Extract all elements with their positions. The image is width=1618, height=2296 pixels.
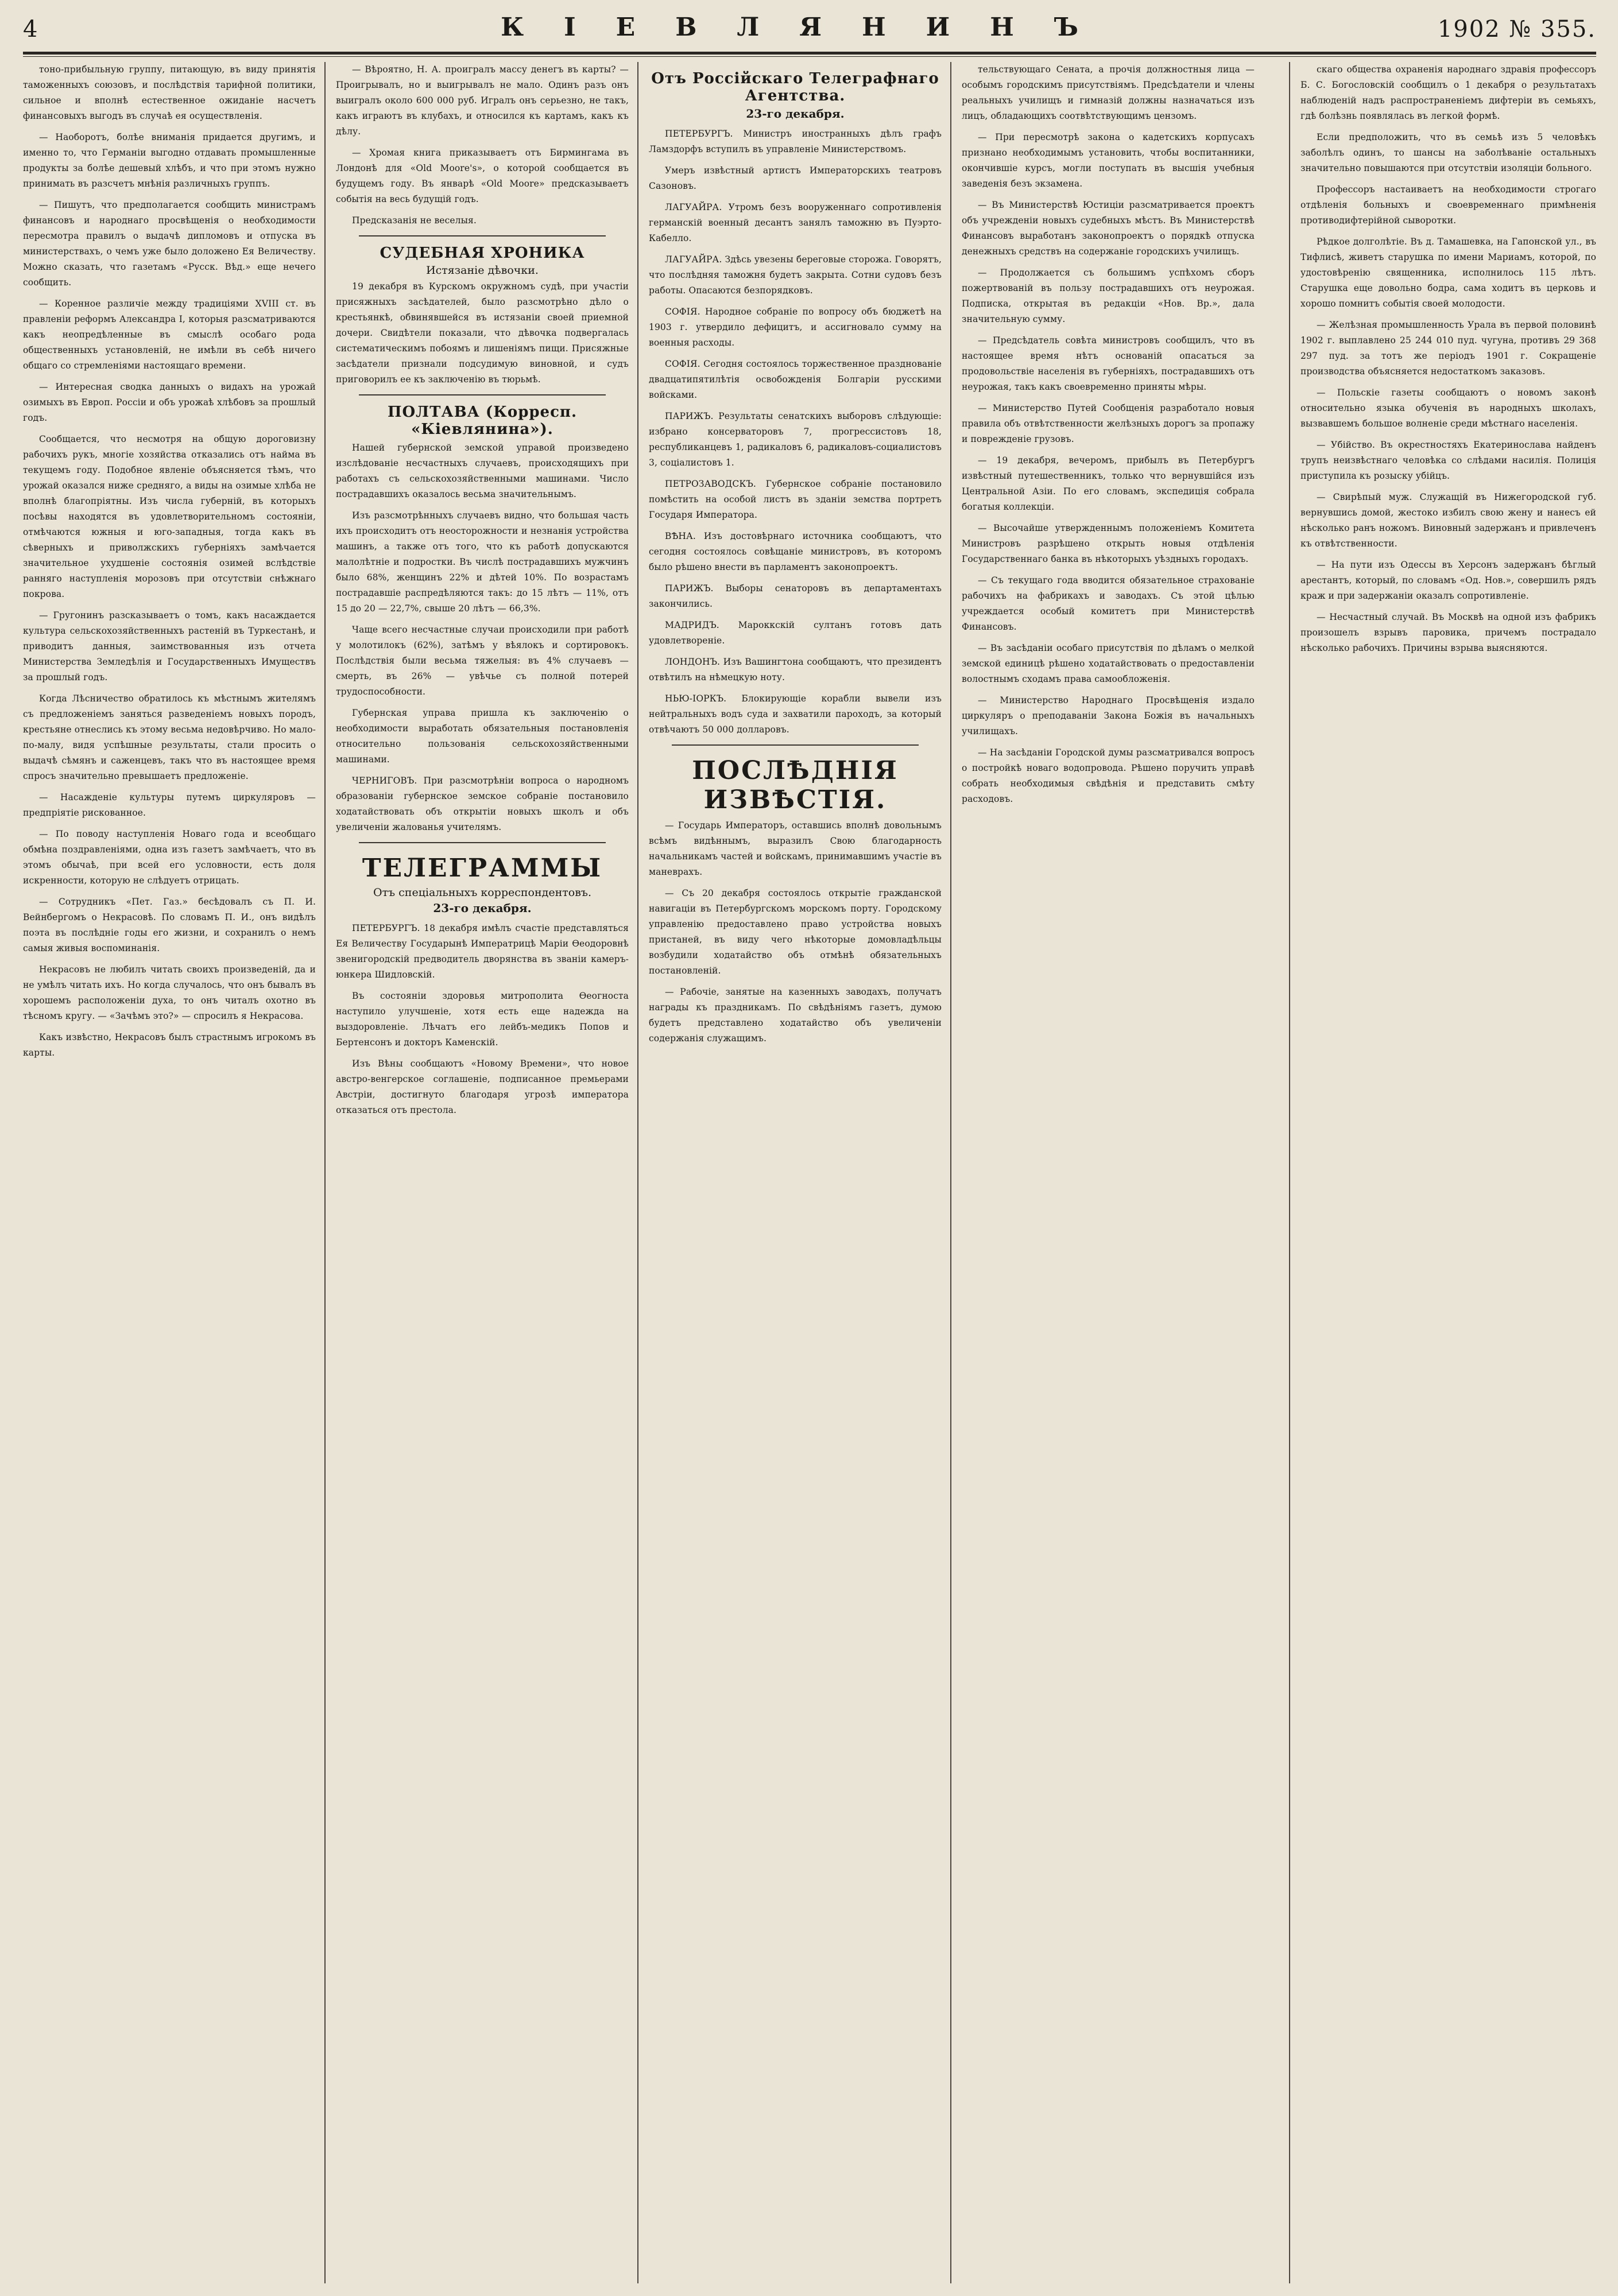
article-paragraph: Рѣдкое долголѣтіе. Въ д. Тамашевка, на Гапонской ул., въ Тифлисѣ, живетъ старушка по имени Мариамъ, которой, по удостовѣренію священника, исполнилось 115 лѣтъ. Старушка еще довольно бодра, сама ходитъ въ церковь и хорошо помнитъ событія своей молодости. bbox=[1300, 236, 1596, 309]
article-paragraph: — Интересная сводка данныхъ о видахъ на урожай озимыхъ въ Европ. Россіи и объ урожаѣ хлѣбовъ за прошлый годъ. bbox=[23, 382, 316, 423]
page-header bbox=[23, 13, 1596, 53]
article-paragraph: Какъ извѣстно, Некрасовъ былъ страстнымъ игрокомъ въ карты. bbox=[23, 1032, 316, 1058]
article-paragraph: Губернская управа пришла къ заключенію о необходимости выработать обязательныя постановленія относительно пользованія сельскохозяйственными машинами. bbox=[336, 708, 629, 765]
article-paragraph: — Съ текущаго года вводится обязательное страхованіе рабочихъ на фабрикахъ и заводахъ. Съ этой цѣлью учреждается особый комитетъ при Министерствѣ Финансовъ. bbox=[962, 575, 1255, 632]
section-date: 23-го декабря. bbox=[433, 901, 532, 915]
section-title-telegrams: ТЕЛЕГРАММЫ bbox=[362, 854, 603, 883]
article-paragraph: — Польскіе газеты сообщаютъ о новомъ законѣ относительно языка обученія въ народныхъ школахъ, вызвавшемъ большое волненіе среди мѣстнаго населенія. bbox=[1300, 387, 1596, 429]
article-paragraph: — Желѣзная промышленность Урала въ первой половинѣ 1902 г. выплавлено 25 244 010 пуд. чугуна, противъ 29 368 297 пуд. за тотъ же періодъ 1901 г. Сокращеніе производства объясняется недостаткомъ заказовъ. bbox=[1300, 320, 1596, 377]
article-paragraph: — Въ Министерствѣ Юстиціи разсматривается проектъ объ учрежденіи новыхъ судебныхъ мѣстъ. Въ Министерствѣ Финансовъ выработанъ законопроектъ о порядкѣ отпуска денежныхъ средствъ на содержаніе городскихъ училищъ. bbox=[962, 200, 1255, 257]
section-divider bbox=[359, 394, 606, 395]
article-paragraph: — Гругонинъ разсказываетъ о томъ, какъ насаждается культура сельскохозяйственныхъ растеній въ Туркестанѣ, и приводитъ данныя, заимствованныя изъ отчета Министерства Земледѣлія и Государственныхъ Имуществъ за прошлый годъ. bbox=[23, 610, 316, 682]
article-paragraph: — Съ 20 декабря состоялось открытіе гражданской навигаціи въ Петербургскомъ морскомъ порту. Городскому управленію предоставлено право устройства новыхъ пристаней, въ виду чего нѣкоторые домовладѣльцы возбудили ходатайство объ отмѣнѣ обязательныхъ постановленій. bbox=[649, 888, 942, 976]
column-3 bbox=[649, 62, 942, 2283]
column-divider bbox=[324, 62, 326, 2283]
column-5 bbox=[1300, 62, 1596, 2283]
section-subtitle: Истязаніе дѣвочки. bbox=[426, 264, 539, 277]
header-rule bbox=[23, 52, 1596, 55]
section-title-court-chronicle: СУДЕБНАЯ ХРОНИКА bbox=[380, 245, 585, 262]
section-divider bbox=[359, 842, 606, 843]
article-paragraph: Предсказанія не веселыя. bbox=[352, 215, 477, 226]
article-paragraph: — По поводу наступленія Новаго года и всеобщаго обмѣна поздравленіями, одна изъ газетъ замѣчаетъ, что въ этомъ обычаѣ, при всей его условности, есть доля искренности, которую не слѣдуетъ отрицать. bbox=[23, 829, 316, 886]
article-paragraph: тоно-прибыльную группу, питающую, въ виду принятія таможенныхъ союзовъ, и послѣдствія тарифной политики, сильное и вполнѣ естественное ожиданіе насчетъ финансовыхъ выгодъ въ случаѣ ея осуществленія. bbox=[23, 64, 316, 121]
article-paragraph: — Министерство Народнаго Просвѣщенія издало циркуляръ о преподаваніи Закона Божія въ начальныхъ училищахъ. bbox=[962, 695, 1255, 736]
article-paragraph: скаго общества охраненія народнаго здравія профессоръ Б. С. Богословскій сообщилъ о 1 декабря о результатахъ наблюденій надъ распространеніемъ дифтеріи въ семьяхъ, гдѣ болѣзнь появлялась въ легкой формѣ. bbox=[1300, 64, 1596, 121]
article-paragraph: — Насажденіе культуры путемъ циркуляровъ — предпріятіе рискованное. bbox=[23, 792, 316, 818]
article-paragraph: ПАРИЖЪ. Результаты сенатскихъ выборовъ слѣдующіе: избрано консерваторовъ 7, прогрессистовъ 18, республиканцевъ 1, радикаловъ 6, радикаловъ-социалистовъ 3, соціалистовъ 1. bbox=[649, 411, 942, 468]
article-paragraph: Умеръ извѣстный артистъ Императорскихъ театровъ Сазоновъ. bbox=[649, 165, 942, 191]
column-divider bbox=[637, 62, 638, 2283]
article-paragraph: — Хромая книга приказываетъ отъ Бирмингама въ Лондонѣ для «Old Moore's», о которой сообщается въ будущемъ году. Въ январѣ «Old Moore» предсказываетъ событія на весь будущій годъ. bbox=[336, 148, 629, 204]
article-paragraph: НЬЮ-ІОРКЪ. Блокирующіе корабли вывели изъ нейтральныхъ водъ суда и захватили пароходъ, за который отвѣчаютъ 50 000 долларовъ. bbox=[649, 693, 942, 735]
article-paragraph: СОФІЯ. Сегодня состоялось торжественное празднованіе двадцатипятилѣтія освобожденія Болгаріи русскими войсками. bbox=[649, 359, 942, 400]
article-paragraph: — Вѣроятно, Н. А. проигралъ массу денегъ въ карты? — Проигрывалъ, но и выигрывалъ не мало. Одинъ разъ онъ выигралъ около 600 000 руб. Игралъ онъ серьезно, не такъ, какъ играютъ въ клубахъ, и относился къ картамъ, какъ къ дѣлу. bbox=[336, 64, 629, 137]
article-paragraph: — Продолжается съ большимъ успѣхомъ сборъ пожертвованій въ пользу пострадавшихъ отъ неурожая. Подписка, открытая въ редакціи «Нов. Вр.», дала значительную сумму. bbox=[962, 267, 1255, 324]
article-paragraph: ЛАГУАЙРА. Здѣсь увезены береговые сторожа. Говорятъ, что послѣдняя таможня будетъ закрыта. Сотни судовъ безъ работы. Опасаются безпорядковъ. bbox=[649, 254, 942, 296]
article-paragraph: — Государь Императоръ, оставшись вполнѣ довольнымъ всѣмъ видѣннымъ, выразилъ Свою благодарность начальникамъ частей и войскамъ, принимавшимъ участіе въ маневрахъ. bbox=[649, 820, 942, 877]
article-paragraph: Если предположить, что въ семьѣ изъ 5 человѣкъ заболѣлъ одинъ, то шансы на заболѣваніе остальныхъ значительно повышаются при отсутствіи изоляціи больного. bbox=[1300, 132, 1596, 173]
article-paragraph: — Пишутъ, что предполагается сообщить министрамъ финансовъ и народнаго просвѣщенія о необходимости пересмотра правилъ о выдачѣ дипломовъ и отпуска въ министерствахъ, о чемъ уже было доложено Ея Величеству. Можно сказать, что газетамъ «Русск. Вѣд.» еще нечего сообщить. bbox=[23, 200, 316, 288]
article-paragraph: ЛАГУАЙРА. Утромъ безъ вооруженнаго сопротивленія германскій военный десантъ занялъ таможню въ Пуэрто-Кабелло. bbox=[649, 202, 942, 243]
section-title-latest-news: ПОСЛѢДНІЯ ИЗВѢСТІЯ. bbox=[692, 756, 899, 815]
masthead: КІЕВЛЯНИНЪ bbox=[501, 13, 1118, 42]
article-paragraph: Нашей губернской земской управой произведено изслѣдованіе несчастныхъ случаевъ, происходящихъ при работахъ съ сельскохозяйственными машинами. Число пострадавшихъ оказалось весьма значительнымъ. bbox=[336, 443, 629, 499]
article-paragraph: — Высочайше утвержденнымъ положеніемъ Комитета Министровъ разрѣшено открыть новыя отдѣленія Государственнаго банка въ нѣкоторыхъ уѣздныхъ городахъ. bbox=[962, 523, 1255, 564]
article-paragraph: — Министерство Путей Сообщенія разработало новыя правила объ отвѣтственности желѣзныхъ дорогъ за пропажу и поврежденіе грузовъ. bbox=[962, 403, 1255, 444]
article-paragraph: — Наоборотъ, болѣе вниманія придается другимъ, и именно то, что Германіи выгодно отдавать промышленные продукты за болѣе дешевый хлѣбъ, и что при этомъ нужно принимать въ разсчетъ мнѣнія различныхъ группъ. bbox=[23, 132, 316, 189]
column-2 bbox=[336, 62, 629, 2283]
article-paragraph: Когда Лѣсничество обратилось къ мѣстнымъ жителямъ съ предложеніемъ заняться разведеніемъ новыхъ породъ, крестьяне отнеслись къ этому весьма недовѣрчиво. Но мало-по-малу, видя успѣшные результаты, стали просить о выдачѣ сѣмянъ и саженцевъ, такъ что въ настоящее время спросъ значительно превышаетъ предложеніе. bbox=[23, 693, 316, 781]
article-paragraph: Изъ разсмотрѣнныхъ случаевъ видно, что большая часть ихъ происходитъ отъ неосторожности и незнанія устройства машинъ, а также отъ того, что къ работѣ допускаются малолѣтніе и подростки. Въ числѣ пострадавшихъ мужчинъ было 68%, женщинъ 22% и дѣтей 10%. По возрастамъ пострадавшіе распредѣляются такъ: до 15 лѣтъ — 11%, отъ 15 до 20 — 22,7%, свыше 20 лѣтъ — 66,3%. bbox=[336, 510, 629, 614]
article-paragraph: Въ состояніи здоровья митрополита Ѳеогноста наступило улучшеніе, хотя есть еще надежда на выздоровленіе. Лѣчатъ его лейбъ-медикъ Попов и Бертенсонъ и докторъ Каменскій. bbox=[336, 991, 629, 1048]
section-title-telegraph-agency: Отъ Россійскаго Телеграфнаго Агентства. bbox=[651, 70, 939, 104]
section-date: 23-го декабря. bbox=[746, 107, 845, 121]
column-4 bbox=[962, 62, 1255, 2283]
article-paragraph: СОФІЯ. Народное собраніе по вопросу объ бюджетѣ на 1903 г. утвердило дефицитъ, и ассигновало сумму на военныя расходы. bbox=[649, 307, 942, 348]
article-paragraph: Сообщается, что несмотря на общую дороговизну рабочихъ рукъ, многіе хозяйства отказались отъ найма въ текущемъ году. Подобное явленіе объясняется тѣмъ, что урожай оказался ниже средняго, а виды на озимые хлѣба не вполнѣ благопріятны. Изъ числа губерній, въ которыхъ посѣвы находятся въ удовлетворительномъ состояніи, отмѣчаются южныя и юго-западныя, тогда какъ въ сѣверныхъ и приволжскихъ губерніяхъ замѣчается значительное ухудшеніе состоянія озимей вслѣдствіе ранняго наступленія морозовъ при отсутствіи снѣжнаго покрова. bbox=[23, 434, 316, 599]
article-paragraph: — Коренное различіе между традиціями XVIII ст. въ правленіи реформъ Александра I, которыя разсматриваются какъ неопредѣленные въ смыслѣ особаго рода общественныхъ установленій, не имѣли въ себѣ ничего общаго со стремленіями настоящаго времени. bbox=[23, 298, 316, 371]
article-paragraph: Чаще всего несчастные случаи происходили при работѣ у молотилокъ (62%), затѣмъ у вѣялокъ и сортировокъ. Послѣдствія были весьма тяжелыя: въ 4% случаевъ — смерть, въ 26% — увѣчье съ полной потерей трудоспособности. bbox=[336, 625, 629, 697]
section-subtitle: Отъ спеціальныхъ корреспондентовъ. bbox=[373, 886, 592, 899]
article-paragraph: — При пересмотрѣ закона о кадетскихъ корпусахъ признано необходимымъ установить, чтобы воспитанники, окончившіе курсъ, могли поступать въ высшія учебныя заведенія безъ экзамена. bbox=[962, 132, 1255, 189]
article-paragraph: — Рабочіе, занятые на казенныхъ заводахъ, получатъ награды къ праздникамъ. По свѣдѣніямъ газетъ, думою будетъ представлено ходатайство объ увеличеніи содержанія служащимъ. bbox=[649, 987, 942, 1044]
issue-number: 1902 № 355. bbox=[1437, 16, 1596, 42]
article-paragraph: ПАРИЖЪ. Выборы сенаторовъ въ департаментахъ закончились. bbox=[649, 583, 942, 609]
article-paragraph: ПЕТЕРБУРГЪ. 18 декабря имѣлъ счастіе представляться Ея Величеству Государынѣ Императрицѣ Маріи Ѳеодоровнѣ звенигородскій предводитель дворянства въ званіи камеръ-юнкера Шидловскій. bbox=[336, 923, 629, 980]
header-rule-thin bbox=[23, 56, 1596, 57]
article-paragraph: — Сотрудникъ «Пет. Газ.» бесѣдовалъ съ П. И. Вейнбергомъ о Некрасовѣ. По словамъ П. И., онъ видѣлъ поэта въ послѣдніе годы его жизни, и сохранилъ о немъ самыя живыя воспоминанія. bbox=[23, 897, 316, 953]
article-paragraph: 19 декабря въ Курскомъ окружномъ судѣ, при участіи присяжныхъ засѣдателей, было разсмотрѣно дѣло о крестьянкѣ, обвинявшейся въ истязаніи своей приемной дочери. Свидѣтели показали, что дѣвочка подвергалась систематическимъ побоямъ и лишеніямъ пищи. Присяжные засѣдатели признали подсудимую виновной, и судъ приговорилъ ее къ заключенію въ тюрьмѣ. bbox=[336, 281, 629, 385]
column-1 bbox=[23, 62, 316, 2283]
article-paragraph: Изъ Вѣны сообщаютъ «Новому Времени», что новое австро-венгерское соглашеніе, подписанное премьерами Австріи, достигнуто благодаря угрозѣ императора отказаться отъ престола. bbox=[336, 1058, 629, 1115]
article-paragraph: — Свирѣпый муж. Служащій въ Нижегородской губ. вернувшись домой, жестоко избилъ свою жену и нанесъ ей нѣсколько ранъ ножомъ. Виновный задержанъ и привлеченъ къ отвѣтственности. bbox=[1300, 492, 1596, 549]
article-paragraph: — Въ засѣданіи особаго присутствія по дѣламъ о мелкой земской единицѣ рѣшено ходатайствовать о предоставленіи волостнымъ сходамъ права самообложенія. bbox=[962, 643, 1255, 684]
article-paragraph: ПЕТРОЗАВОДСКЪ. Губернское собраніе постановило помѣстить на особой листъ въ зданіи земства портретъ Государя Императора. bbox=[649, 479, 942, 520]
page-number: 4 bbox=[23, 16, 38, 42]
article-paragraph: — Убійство. Въ окрестностяхъ Екатеринослава найденъ трупъ неизвѣстнаго человѣка со слѣдами насилія. Полиція приступила къ розыску убійцъ. bbox=[1300, 440, 1596, 481]
article-paragraph: Некрасовъ не любилъ читать своихъ произведеній, да и не умѣлъ читать ихъ. Но когда случалось, что онъ бывалъ въ хорошемъ расположеніи духа, то онъ читалъ охотно въ тѣсномъ кругу. — «Зачѣмъ это?» — спросилъ я Некрасова. bbox=[23, 964, 316, 1021]
section-divider bbox=[359, 235, 606, 236]
article-paragraph: тельствующаго Сената, а прочія должностныя лица — особымъ городскимъ присутствіямъ. Предсѣдатели и члены реальныхъ училищъ и гимназій должны назначаться изъ лицъ, обладающихъ соотвѣтствующимъ цензомъ. bbox=[962, 64, 1255, 121]
column-divider bbox=[950, 62, 951, 2283]
article-paragraph: — Предсѣдатель совѣта министровъ сообщилъ, что въ настоящее время нѣтъ основаній опасаться за продовольствіе населенія въ губерніяхъ, пострадавшихъ отъ неурожая, такъ какъ своевременно приняты мѣры. bbox=[962, 335, 1255, 392]
article-paragraph: ВѢНА. Изъ достовѣрнаго источника сообщаютъ, что сегодня состоялось совѣщаніе министровъ, въ которомъ было рѣшено внести въ парламентъ законопроектъ. bbox=[649, 531, 942, 572]
section-divider bbox=[672, 744, 919, 746]
article-paragraph: ПЕТЕРБУРГЪ. Министръ иностранныхъ дѣлъ графъ Ламздорфъ вступилъ въ управленіе Министерствомъ. bbox=[649, 129, 942, 154]
article-paragraph: МАДРИДЪ. Мароккскій султанъ готовъ дать удовлетвореніе. bbox=[649, 620, 942, 646]
article-paragraph: — Несчастный случай. Въ Москвѣ на одной изъ фабрикъ произошелъ взрывъ паровика, причемъ пострадало нѣсколько рабочихъ. Причины взрыва выясняются. bbox=[1300, 612, 1596, 653]
column-divider bbox=[1289, 62, 1290, 2283]
section-title-poltava: ПОЛТАВА (Корресп. «Кіевлянина»). bbox=[387, 404, 578, 438]
article-paragraph: ЛОНДОНЪ. Изъ Вашингтона сообщаютъ, что президентъ отвѣтилъ на нѣмецкую ноту. bbox=[649, 657, 942, 682]
article-paragraph: — На пути изъ Одессы въ Херсонъ задержанъ бѣглый арестантъ, который, по словамъ «Од. Нов.», совершилъ рядъ краж и при задержаніи оказалъ сопротивленіе. bbox=[1300, 560, 1596, 601]
article-paragraph: — На засѣданіи Городской думы разсматривался вопросъ о постройкѣ новаго водопровода. Рѣшено поручить управѣ собрать необходимыя свѣдѣнія и представить смѣту расходовъ. bbox=[962, 747, 1255, 804]
article-paragraph: ЧЕРНИГОВЪ. При разсмотрѣніи вопроса о народномъ образованіи губернское земское собраніе постановило ходатайствовать объ открытіи новыхъ школъ и объ увеличеніи жалованья учителямъ. bbox=[336, 775, 629, 832]
article-paragraph: — 19 декабря, вечеромъ, прибылъ въ Петербургъ извѣстный путешественникъ, только что вернувшійся изъ Центральной Азіи. По его словамъ, экспедиція собрала богатыя коллекціи. bbox=[962, 455, 1255, 512]
article-paragraph: Профессоръ настаиваетъ на необходимости строгаго отдѣленія больныхъ и своевременнаго примѣненія противодифтерійной сыворотки. bbox=[1300, 184, 1596, 226]
